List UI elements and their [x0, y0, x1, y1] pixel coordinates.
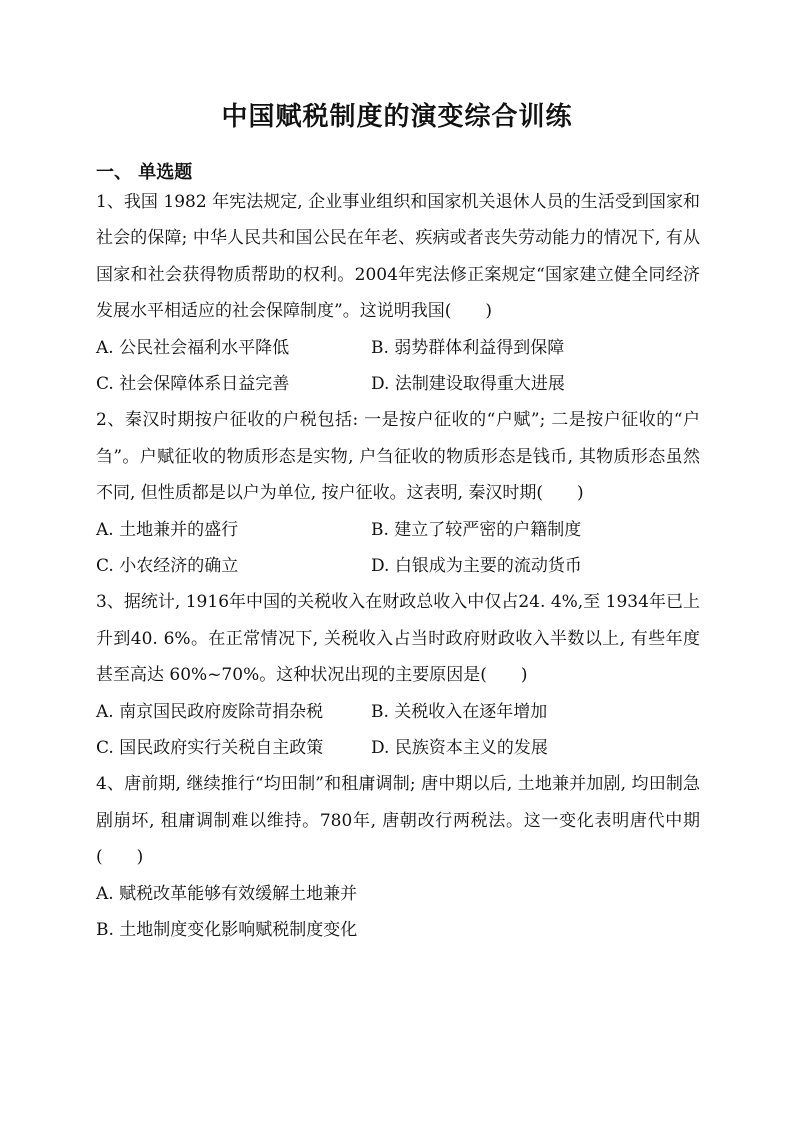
question-stem: 4、唐前期, 继续推行“均田制”和租庸调制; 唐中期以后, 土地兼并加剧, 均田制急剧崩坏, 租庸调制难以维持。780年, 唐朝改行两税法。这一变化表明唐代中期( ) [96, 774, 700, 868]
question-stem: 3、据统计, 1916年中国的关税收入在财政总收入中仅占24. 4%,至 1934年已上升到40. 6%。在正常情况下, 关税收入占当时政府财政收入半数以上, 有些年度甚至高达 60%~70%。这种状况出现的主要原因是( ) [96, 592, 700, 686]
option-b[interactable]: B. 弱势群体利益得到保障 [371, 337, 565, 358]
question-1 [96, 184, 700, 402]
question-4 [96, 766, 700, 948]
question-stem: 1、我国 1982 年宪法规定, 企业事业组织和国家机关退休人员的生活受到国家和社会的保障; 中华人民共和国公民在年老、疾病或者丧失劳动能力的情况下, 有从国家和社会获得物质帮助的权利。2004年宪法修正案规定“国家建立健全同经济发展水平相适应的社会保障制度”。这说明我国( ) [96, 192, 700, 322]
question-list [96, 184, 700, 948]
question-3 [96, 584, 700, 766]
question-stem: 2、秦汉时期按户征收的户税包括: 一是按户征收的“户赋”; 二是按户征收的“户刍”。户赋征收的物质形态是实物, 户刍征收的物质形态是钱币, 其物质形态虽然不同, 但性质都是以户为单位, 按户征收。这表明, 秦汉时期( ) [96, 410, 700, 504]
question-2 [96, 402, 700, 584]
option-list [96, 876, 700, 949]
option-c[interactable]: C. 社会保障体系日益完善 [96, 374, 290, 395]
option-a[interactable]: A. 南京国民政府废除苛捐杂税 [96, 701, 324, 722]
option-b[interactable]: B. 土地制度变化影响赋税制度变化 [96, 920, 358, 941]
option-c[interactable]: C. 小农经济的确立 [96, 556, 239, 577]
option-d[interactable]: D. 民族资本主义的发展 [371, 738, 548, 759]
option-a[interactable]: A. 公民社会福利水平降低 [96, 337, 290, 358]
option-c[interactable]: C. 国民政府实行关税自主政策 [96, 738, 324, 759]
option-d[interactable]: D. 法制建设取得重大进展 [371, 374, 565, 395]
option-b[interactable]: B. 关税收入在逐年增加 [371, 701, 548, 722]
option-b[interactable]: B. 建立了较严密的户籍制度 [371, 519, 582, 540]
page-title: 中国赋税制度的演变综合训练 [221, 102, 573, 132]
option-a[interactable]: A. 土地兼并的盛行 [96, 519, 239, 540]
option-list [96, 694, 700, 767]
option-list [96, 330, 700, 403]
section-heading: 一、 单选题 [96, 162, 193, 183]
option-a[interactable]: A. 赋税改革能够有效缓解土地兼并 [96, 883, 358, 904]
option-list [96, 512, 700, 585]
option-d[interactable]: D. 白银成为主要的流动货币 [371, 556, 582, 577]
